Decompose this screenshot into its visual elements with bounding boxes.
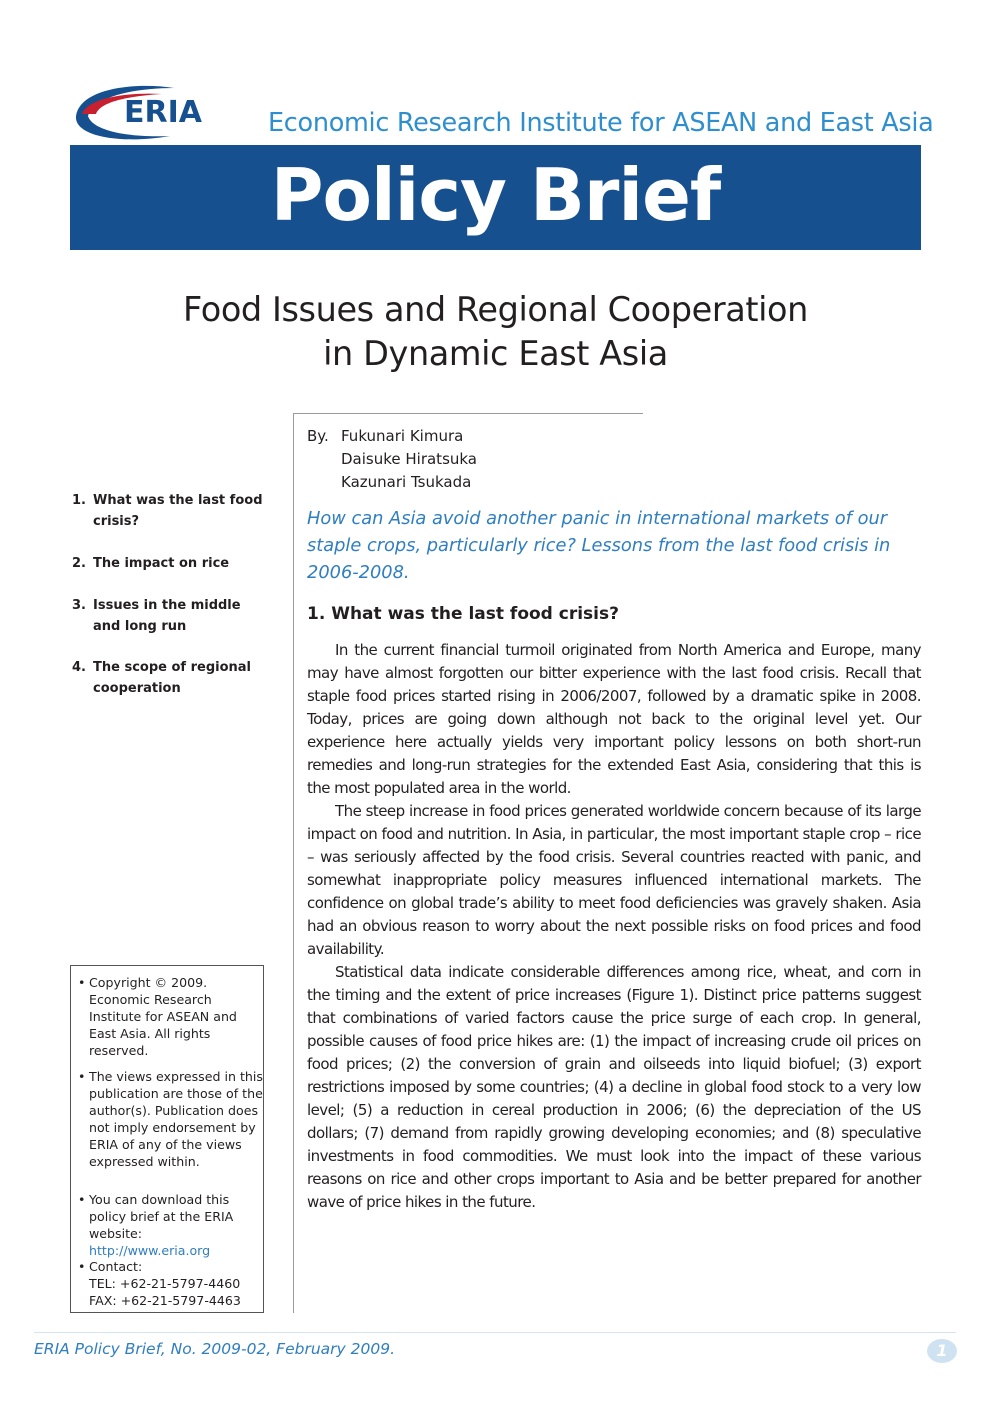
title-line-2: in Dynamic East Asia [323,334,668,373]
eria-logo [66,78,250,144]
banner-title: Policy Brief [270,153,721,237]
footer-rule [34,1332,956,1333]
contact-tel: TEL: +62-21-5797-4460 [89,1276,241,1291]
page-number: 1 [927,1339,957,1363]
author-list [341,425,477,494]
toc-text: The impact on rice [93,556,230,571]
contact-fax: FAX: +62-21-5797-4463 [89,1293,241,1308]
body-text [307,639,921,1214]
toc-number: 1. [72,493,86,508]
section-heading: 1. What was the last food crisis? [307,604,619,624]
by-label: By. [307,427,329,445]
toc-text: The scope of regional cooperation [93,660,252,696]
author-name: Daisuke Hiratsuka [341,450,478,468]
footer-citation: ERIA Policy Brief, No. 2009-02, February 2009. [34,1340,395,1358]
toc-number: 4. [72,660,86,675]
toc-text: Issues in the middle and long run [93,598,241,634]
logo-text: ERIA [124,95,202,130]
author-name: Fukunari Kimura [341,427,464,445]
column-divider [293,413,294,1313]
author-rule [293,413,643,414]
info-box: • Copyright © 2009. Economic Research Institute for ASEAN and East Asia. All rights reserved. • The views expressed in this publication are those of the author(s). Publication does not imply endorsement by ERIA of any of the views expressed within. • You can download this policy brief at the ERIA website: http://www.eria.org • Contact: TEL: +62-21-5797-4460 FAX: +62-21-5797-4463 [70,965,264,1313]
organization-name: Economic Research Institute for ASEAN and East Asia [268,108,934,138]
body-paragraph: In the current financial turmoil originated from North America and Europe, many may have almost forgotten our bitter experience with the last food crisis. Recall that staple food prices started rising in 2006/2007, followed by a dramatic spike in 2008. Today, prices are going down although not back to the original level yet. Our experience here actually yields very important policy lessons on both short-run remedies and long-run strategies for the extended East Asia, considering that this is the most populated area in the world. [307,641,921,797]
body-paragraph: The steep increase in food prices generated worldwide concern because of its large impact on food and nutrition. In Asia, in particular, the most important staple crop – rice – was seriously affected by the food crisis. Several countries reacted with panic, and somewhat inappropriate policy measures influenced international markets. The confidence on global trade’s ability to meet food deficiencies was gravely shaken. Asia had an obvious reason to worry about the next possible risks on food prices and food availability. [307,802,921,958]
author-name: Kazunari Tsukada [341,473,472,491]
eria-website-link[interactable]: http://www.eria.org [89,1243,211,1258]
body-paragraph: Statistical data indicate considerable differences among rice, wheat, and corn in the timing and the extent of price increases (Figure 1). Distinct price patterns suggest that combinations of varied factors cause the price surge of each crop. In general, possible causes of food price hikes are: (1) the impact of increasing crude oil prices on food prices; (2) the conversion of grain and oilseeds into liquid biofuel; (3) export restrictions imposed by some countries; (4) a decline in global food stock to a very low level; (5) a reduction in cereal production in 2006; (6) the depreciation of the US dollars; (7) demand from rapidly growing developing economies; and (8) speculative investments in food commodities. We must look into the impact of these various reasons on rice and other crops important to Asia and be better prepared for another wave of price hikes in the future. [307,963,921,1211]
toc-number: 2. [72,556,86,571]
document-title [70,288,921,376]
policy-brief-banner [70,145,921,250]
toc-number: 3. [72,598,86,613]
title-line-1: Food Issues and Regional Cooperation [183,290,808,329]
toc-text: What was the last food crisis? [93,493,263,529]
lead-paragraph: How can Asia avoid another panic in international markets of our staple crops, particularly rice? Lessons from the last food crisis in 2006-2008. [307,508,891,583]
